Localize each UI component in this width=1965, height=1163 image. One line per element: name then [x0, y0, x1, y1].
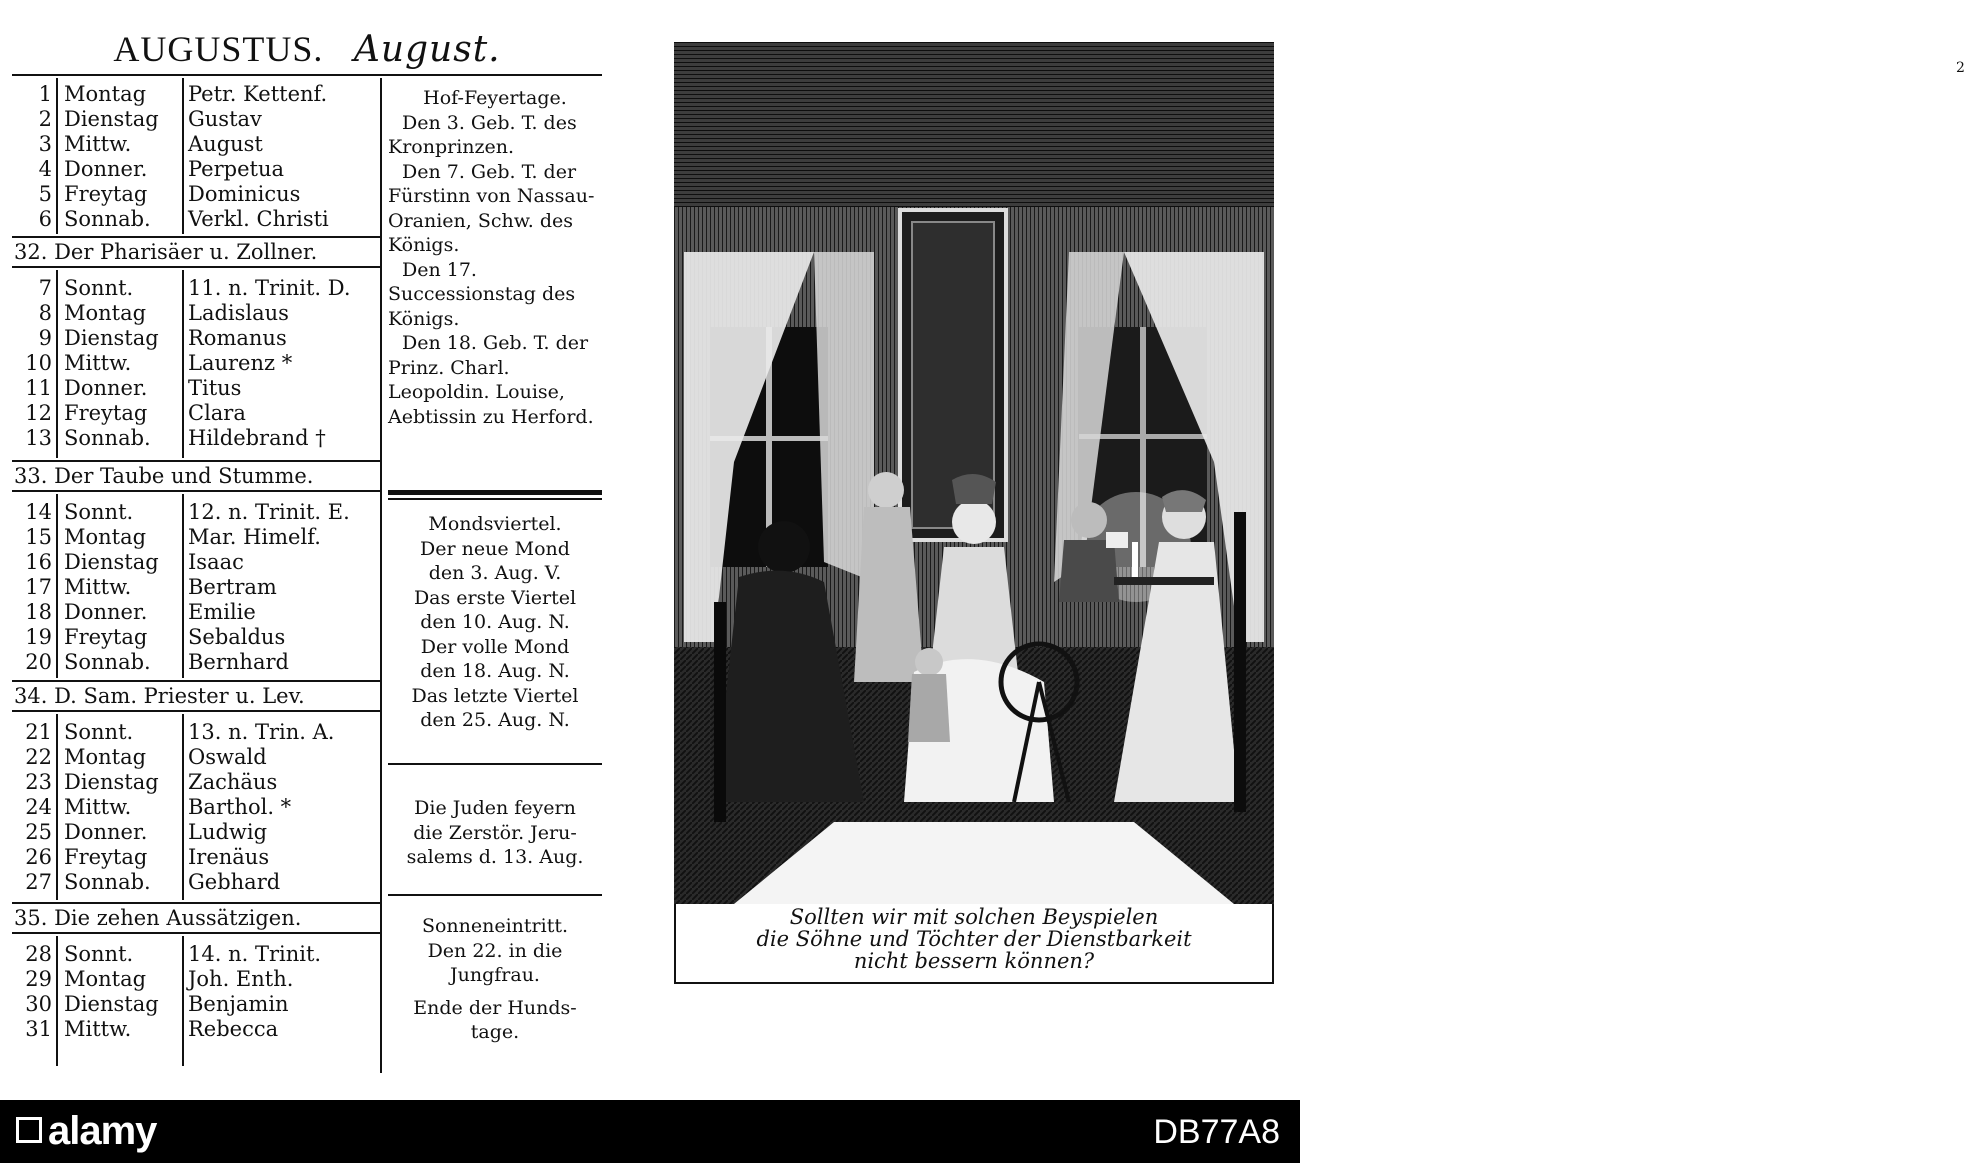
day-row — [12, 500, 380, 524]
day-row — [12, 967, 380, 991]
seated-figures — [714, 472, 1246, 822]
day-row — [12, 942, 380, 966]
day-row — [12, 720, 380, 744]
day-number: 27 — [25, 870, 52, 894]
day-number: 21 — [25, 720, 52, 744]
day-number: 31 — [25, 1017, 52, 1041]
weekday: Sonnt. — [64, 500, 134, 524]
name-day: Bernhard — [188, 650, 289, 674]
jewish-note — [388, 796, 602, 870]
name-day: Ludwig — [188, 820, 268, 844]
name-day: Dominicus — [188, 182, 301, 206]
name-day: Gebhard — [188, 870, 281, 894]
name-day: 13. n. Trin. A. — [188, 720, 335, 744]
name-day: Romanus — [188, 326, 287, 350]
day-number: 22 — [25, 745, 52, 769]
day-number: 10 — [25, 351, 52, 375]
name-day: Benjamin — [188, 992, 289, 1016]
weekday: Sonnab. — [64, 426, 151, 450]
day-number: 8 — [38, 301, 52, 325]
jewish-note-line: die Zerstör. Jeru- — [413, 821, 577, 844]
sunday-gospel: 33. Der Taube und Stumme. — [14, 464, 314, 488]
logo-text: alamy — [48, 1109, 157, 1153]
weekday: Mittw. — [64, 575, 132, 599]
name-day: Barthol. * — [188, 795, 292, 819]
sunday-gospel: 35. Die zehen Aussätzigen. — [14, 906, 302, 930]
name-day: Oswald — [188, 745, 267, 769]
day-number: 29 — [25, 967, 52, 991]
week-rule — [12, 490, 380, 492]
weekday: Donner. — [64, 600, 148, 624]
side-rule — [388, 498, 602, 500]
weekday: Mittw. — [64, 132, 132, 156]
weekday: Sonnt. — [64, 942, 134, 966]
day-number: 5 — [38, 182, 52, 206]
weekday: Freytag — [64, 401, 148, 425]
day-number: 19 — [25, 625, 52, 649]
weekday: Mittw. — [64, 1017, 132, 1041]
day-number: 26 — [25, 845, 52, 869]
day-number: 13 — [25, 426, 52, 450]
candle — [1132, 542, 1138, 582]
sunday-gospel: 34. D. Sam. Priester u. Lev. — [14, 684, 305, 708]
day-row — [12, 525, 380, 549]
moon-quarters — [388, 512, 602, 733]
moon-line: den 25. Aug. N. — [420, 709, 570, 731]
day-row — [12, 157, 380, 181]
day-row — [12, 745, 380, 769]
engraving-illustration — [674, 42, 1965, 904]
day-row — [12, 351, 380, 375]
weekday: Dienstag — [64, 770, 159, 794]
day-number: 25 — [25, 820, 52, 844]
stock-banner — [0, 1100, 1300, 1163]
weekday: Dienstag — [64, 107, 159, 131]
name-day: 12. n. Trinit. E. — [188, 500, 350, 524]
day-number: 9 — [38, 326, 52, 350]
caption-line: nicht bessern können? — [853, 949, 1095, 973]
day-number: 28 — [25, 942, 52, 966]
day-number: 4 — [38, 157, 52, 181]
week-rule — [12, 932, 380, 934]
side-rule — [388, 763, 602, 765]
name-day: Rebecca — [188, 1017, 279, 1041]
day-row — [12, 870, 380, 894]
sun-entry-line: Den 22. in die — [427, 939, 563, 962]
moon-quarters-heading: Mondsviertel. — [428, 513, 562, 535]
name-day: Gustav — [188, 107, 262, 131]
weekday: Dienstag — [64, 550, 159, 574]
name-day: Hildebrand † — [188, 426, 326, 450]
day-row — [12, 107, 380, 131]
moon-line: den 18. Aug. N. — [420, 660, 570, 682]
weekday: Montag — [64, 301, 147, 325]
name-day: Verkl. Christi — [188, 207, 329, 231]
name-day: Perpetua — [188, 157, 285, 181]
day-row — [12, 82, 380, 106]
interior-scene — [674, 42, 1274, 904]
weekday: Montag — [64, 82, 147, 106]
day-number: 24 — [25, 795, 52, 819]
weekday: Donner. — [64, 157, 148, 181]
weekday: Dienstag — [64, 326, 159, 350]
day-number: 2 — [38, 107, 52, 131]
day-row — [12, 401, 380, 425]
day-number: 6 — [38, 207, 52, 231]
side-rule — [388, 894, 602, 896]
day-row — [12, 992, 380, 1016]
weekday: Dienstag — [64, 992, 159, 1016]
day-row — [12, 132, 380, 156]
name-day: Bertram — [188, 575, 277, 599]
moon-line: Das letzte Viertel — [411, 684, 579, 707]
jewish-note-line: salems d. 13. Aug. — [406, 846, 584, 868]
day-number: 18 — [25, 600, 52, 624]
day-row — [12, 650, 380, 674]
day-row — [12, 795, 380, 819]
sun-entry-line: Jungfrau. — [450, 964, 540, 986]
weekday: Freytag — [64, 845, 148, 869]
engraving-caption — [674, 904, 1274, 984]
weekday: Sonnt. — [64, 276, 134, 300]
day-number: 3 — [38, 132, 52, 156]
day-row — [12, 625, 380, 649]
day-number: 1 — [38, 82, 52, 106]
name-day: Joh. Enth. — [188, 967, 294, 991]
weekday: Freytag — [64, 182, 148, 206]
name-day: August — [188, 132, 263, 156]
day-row — [12, 845, 380, 869]
stock-logo — [16, 1108, 156, 1154]
day-number: 15 — [25, 525, 52, 549]
day-row — [12, 182, 380, 206]
side-rule-thick — [388, 490, 602, 495]
day-row — [12, 301, 380, 325]
day-number: 20 — [25, 650, 52, 674]
caption-line: die Söhne und Töchter der Dienstbarkeit — [756, 927, 1192, 951]
weekday: Montag — [64, 525, 147, 549]
court-holidays-heading: Hof-Feyertage. — [423, 87, 567, 109]
day-number: 11 — [25, 376, 52, 400]
day-row — [12, 207, 380, 231]
moon-line: Der neue Mond — [420, 537, 570, 560]
dog-days-line: Ende der Hunds- — [413, 996, 577, 1019]
name-day: Clara — [188, 401, 246, 425]
day-number: 23 — [25, 770, 52, 794]
day-row — [12, 600, 380, 624]
day-row — [12, 276, 380, 300]
day-row — [12, 575, 380, 599]
court-holiday-entry: Den 17. Successionstag des Königs. — [388, 258, 576, 330]
day-number: 7 — [38, 276, 52, 300]
calendar-title — [12, 28, 602, 74]
week-rule — [12, 710, 380, 712]
name-day: Laurenz * — [188, 351, 293, 375]
name-day: Titus — [188, 376, 242, 400]
calendar-page — [12, 28, 602, 1088]
moon-line: den 3. Aug. V. — [428, 562, 562, 584]
page-number: 2 — [1956, 60, 1965, 76]
day-number: 16 — [25, 550, 52, 574]
name-day: Mar. Himelf. — [188, 525, 321, 549]
name-day: Zachäus — [188, 770, 278, 794]
sun-entry-line: Sonneneintritt. — [421, 915, 569, 937]
moon-line: den 10. Aug. N. — [420, 611, 570, 633]
moon-line: Der volle Mond — [420, 635, 570, 658]
day-row — [12, 820, 380, 844]
logo-square-icon — [16, 1117, 42, 1143]
day-row — [12, 770, 380, 794]
day-row — [12, 1017, 380, 1041]
day-row — [12, 550, 380, 574]
day-number: 30 — [25, 992, 52, 1016]
day-number: 12 — [25, 401, 52, 425]
name-day: 14. n. Trinit. — [188, 942, 322, 966]
moon-line: Das erste Viertel — [413, 586, 577, 609]
week-rule — [12, 266, 380, 268]
name-day: Isaac — [188, 550, 244, 574]
weekday: Montag — [64, 745, 147, 769]
name-day: 11. n. Trinit. D. — [188, 276, 351, 300]
title-german: August. — [353, 29, 501, 70]
name-day: Sebaldus — [188, 625, 286, 649]
weekday: Montag — [64, 967, 147, 991]
court-holiday-entry: Den 3. Geb. T. des Kronprinzen. — [388, 111, 577, 158]
title-latin: AUGUSTUS. — [113, 29, 324, 69]
ceiling — [674, 42, 1274, 207]
top-rule — [12, 74, 602, 76]
weekday: Donner. — [64, 820, 148, 844]
weekday: Sonnab. — [64, 870, 151, 894]
weekday: Sonnab. — [64, 650, 151, 674]
weekday: Sonnt. — [64, 720, 134, 744]
jewish-note-line: Die Juden feyern — [414, 797, 576, 819]
court-holidays — [388, 86, 602, 429]
weekday: Mittw. — [64, 795, 132, 819]
sun-entry — [388, 914, 602, 1045]
dog-days-line: tage. — [470, 1021, 520, 1043]
weekday: Mittw. — [64, 351, 132, 375]
court-holiday-entry: Den 7. Geb. T. der Fürstinn von Nassau-Oranien, Schw. des Königs. — [388, 160, 595, 256]
day-number: 14 — [25, 500, 52, 524]
caption-line: Sollten wir mit solchen Beyspielen — [789, 905, 1159, 929]
weekday: Sonnab. — [64, 207, 151, 231]
day-row — [12, 326, 380, 350]
name-day: Emilie — [188, 600, 256, 624]
name-day: Ladislaus — [188, 301, 289, 325]
weekday: Donner. — [64, 376, 148, 400]
day-row — [12, 426, 380, 450]
name-day: Irenäus — [188, 845, 270, 869]
day-row — [12, 376, 380, 400]
sunday-gospel: 32. Der Pharisäer u. Zollner. — [14, 240, 318, 264]
weekday: Freytag — [64, 625, 148, 649]
court-holiday-entry: Den 18. Geb. T. der Prinz. Charl. Leopoldin. Louise, Aebtissin zu Herford. — [388, 332, 594, 428]
image-id: DB77A8 — [1153, 1113, 1280, 1151]
name-day: Petr. Kettenf. — [188, 82, 328, 106]
day-number: 17 — [25, 575, 52, 599]
